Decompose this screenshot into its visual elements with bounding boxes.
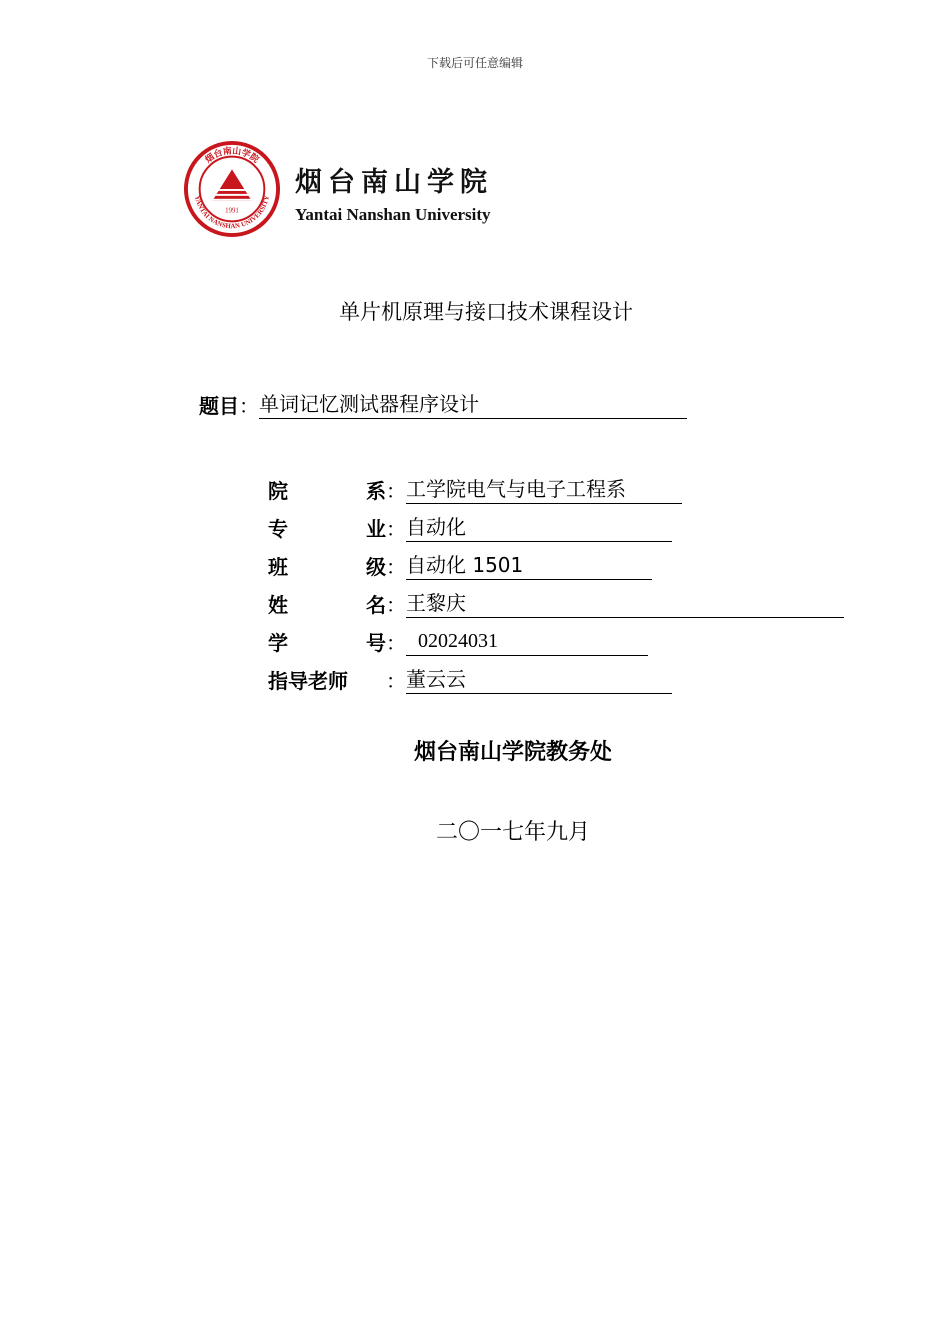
field-value: 董云云 (406, 666, 672, 694)
academic-affairs-office: 烟台南山学院教务处 (413, 740, 612, 765)
field-row-major: 专 业 ： 自动化 (268, 504, 844, 542)
field-value: 工学院电气与电子工程系 (406, 476, 682, 504)
field-row-advisor: 指导老师 ： 董云云 (268, 656, 844, 694)
seal-text-cn: 烟台南山学院 (203, 146, 261, 166)
logo-name-cn: 烟台南山学院 (295, 167, 493, 198)
field-label: 院 系 (268, 479, 386, 503)
field-row-student-id: 学 号 ： 02024031 (268, 618, 844, 656)
field-label: 学 号 (268, 631, 386, 655)
subject-label: 题目 (199, 394, 239, 418)
field-value: 王黎庆 (406, 590, 844, 618)
student-info (268, 466, 844, 694)
document-date: 二〇一七年九月 (435, 820, 590, 845)
field-value: 自动化 (406, 514, 672, 542)
field-label: 姓 名 (268, 593, 386, 617)
field-row-department: 院 系 ： 工学院电气与电子工程系 (268, 466, 844, 504)
field-label: 班 级 (268, 555, 386, 579)
university-seal-icon (183, 140, 281, 238)
field-row-name: 姓 名 ： 王黎庆 (268, 580, 844, 618)
seal-text-en: YANTAI NANSHAN UNIVERSITY (193, 195, 271, 231)
field-label: 指导老师 (268, 669, 348, 693)
subject-colon: ： (239, 394, 259, 418)
field-label: 专 业 (268, 517, 386, 541)
field-value: 02024031 (406, 628, 648, 656)
course-title: 单片机原理与接口技术课程设计 (339, 300, 633, 324)
subject-row (199, 390, 687, 419)
logo-name-en: Yantai Nanshan University (295, 205, 491, 224)
header-watermark: 下载后可任意编辑 (426, 56, 523, 70)
subject-value: 单词记忆测试器程序设计 (259, 391, 687, 419)
seal-year: 1991 (225, 207, 239, 215)
field-value: 自动化 1501 (406, 552, 652, 580)
field-row-class: 班 级 ： 自动化 1501 (268, 542, 844, 580)
